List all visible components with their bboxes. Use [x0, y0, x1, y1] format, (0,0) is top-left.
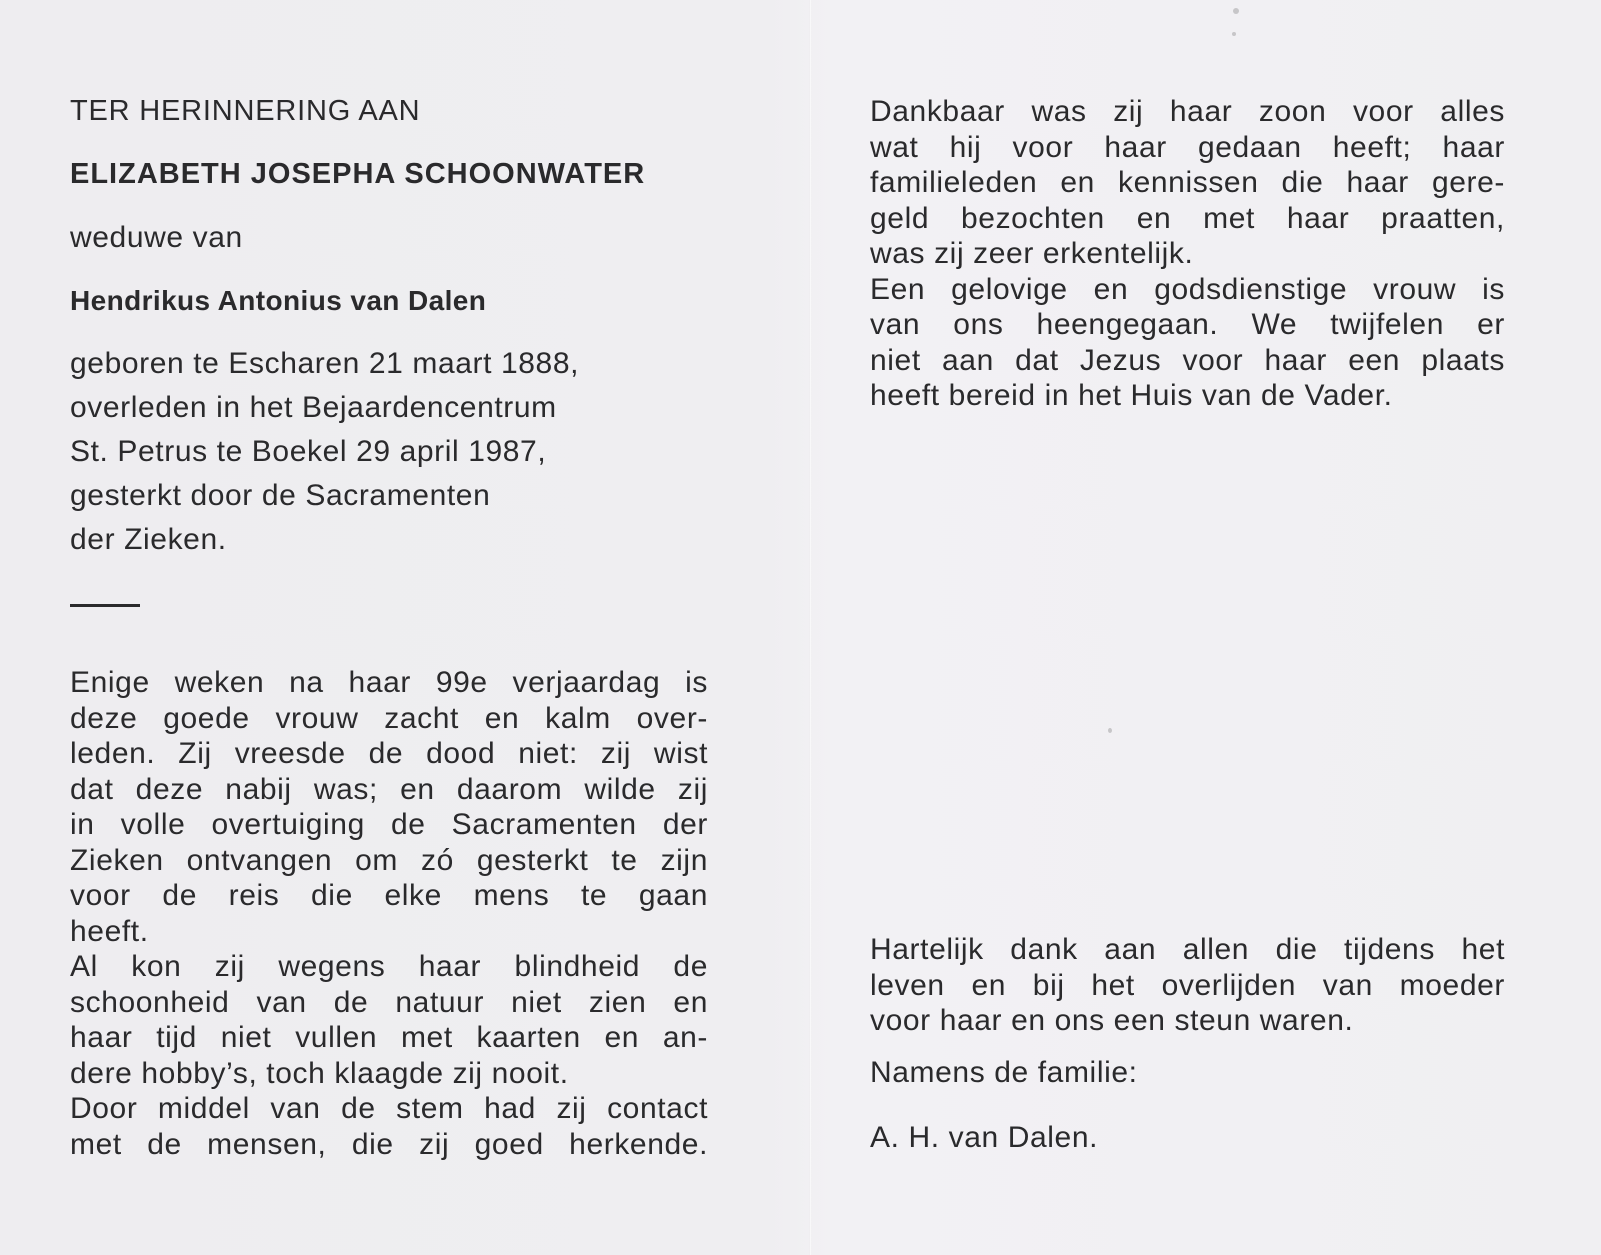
deceased-name: ELIZABETH JOSEPHA SCHOONWATER [70, 158, 646, 190]
text-line: heeft bereid in het Huis van de Vader. [870, 379, 1393, 412]
text-line: leven en bij het overlijden van moeder [870, 968, 1505, 1002]
detail-line: geboren te Escharen 21 maart 1888, [70, 347, 580, 380]
family-label: Namens de familie: [870, 1056, 1138, 1089]
text-line: Door middel van de stem had zij contact [70, 1092, 708, 1125]
text-line: niet aan dat Jezus voor haar een plaats [870, 343, 1505, 377]
text-line: dat deze nabij was; en daarom wilde zij [70, 772, 708, 806]
detail-line: gesterkt door de Sacramenten [70, 479, 491, 512]
detail-line: St. Petrus te Boekel 29 april 1987, [70, 435, 547, 468]
text-line: Dankbaar was zij haar zoon voor alles [870, 95, 1505, 128]
right-panel [870, 0, 1512, 1255]
text-line: Enige weken na haar 99e verjaardag is [70, 666, 708, 699]
card-fold [809, 0, 812, 1255]
text-line: dere hobby’s, toch klaagde zij nooit. [70, 1056, 569, 1090]
widow-of-label: weduwe van [70, 221, 243, 254]
left-panel [70, 0, 710, 1255]
text-line: schoonheid van de natuur niet zien en [70, 985, 708, 1019]
thanks-text [870, 932, 1505, 1039]
text-line: was zij zeer erkentelijk. [870, 237, 1194, 270]
text-line: familieleden en kennissen die haar gere- [870, 166, 1505, 199]
text-line: Al kon zij wegens haar blindheid de [70, 950, 708, 983]
text-line: haar tijd niet vullen met kaarten en an- [70, 1021, 708, 1054]
text-line: Een gelovige en godsdienstige vrouw is [870, 272, 1505, 306]
text-line: in volle overtuiging de Sacramenten der [70, 808, 708, 841]
divider [70, 604, 140, 607]
text-line: Hartelijk dank aan allen die tijdens het [870, 933, 1505, 966]
text-line: geld bezochten en met haar praatten, [870, 201, 1505, 235]
signature: A. H. van Dalen. [870, 1121, 1099, 1154]
memorial-heading: TER HERINNERING AAN [70, 95, 421, 127]
spouse-name: Hendrikus Antonius van Dalen [70, 285, 487, 316]
text-line: van ons heengegaan. We twijfelen er [870, 308, 1505, 341]
detail-line: der Zieken. [70, 523, 227, 556]
text-line: heeft. [70, 914, 149, 948]
gratitude-text [870, 94, 1505, 414]
text-line: voor de reis die elke mens te gaan [70, 879, 708, 912]
text-line: leden. Zij vreesde de dood niet: zij wist [70, 737, 708, 770]
detail-line: overleden in het Bejaardencentrum [70, 391, 557, 424]
text-line: wat hij voor haar gedaan heeft; haar [870, 130, 1505, 164]
text-line: deze goede vrouw zacht en kalm over- [70, 701, 708, 735]
text-line: voor haar en ons een steun waren. [870, 1004, 1354, 1037]
text-line: Zieken ontvangen om zó gesterkt te zijn [70, 843, 708, 877]
obituary-text [70, 665, 708, 1162]
text-line: met de mensen, die zij goed herkende. [70, 1127, 708, 1161]
